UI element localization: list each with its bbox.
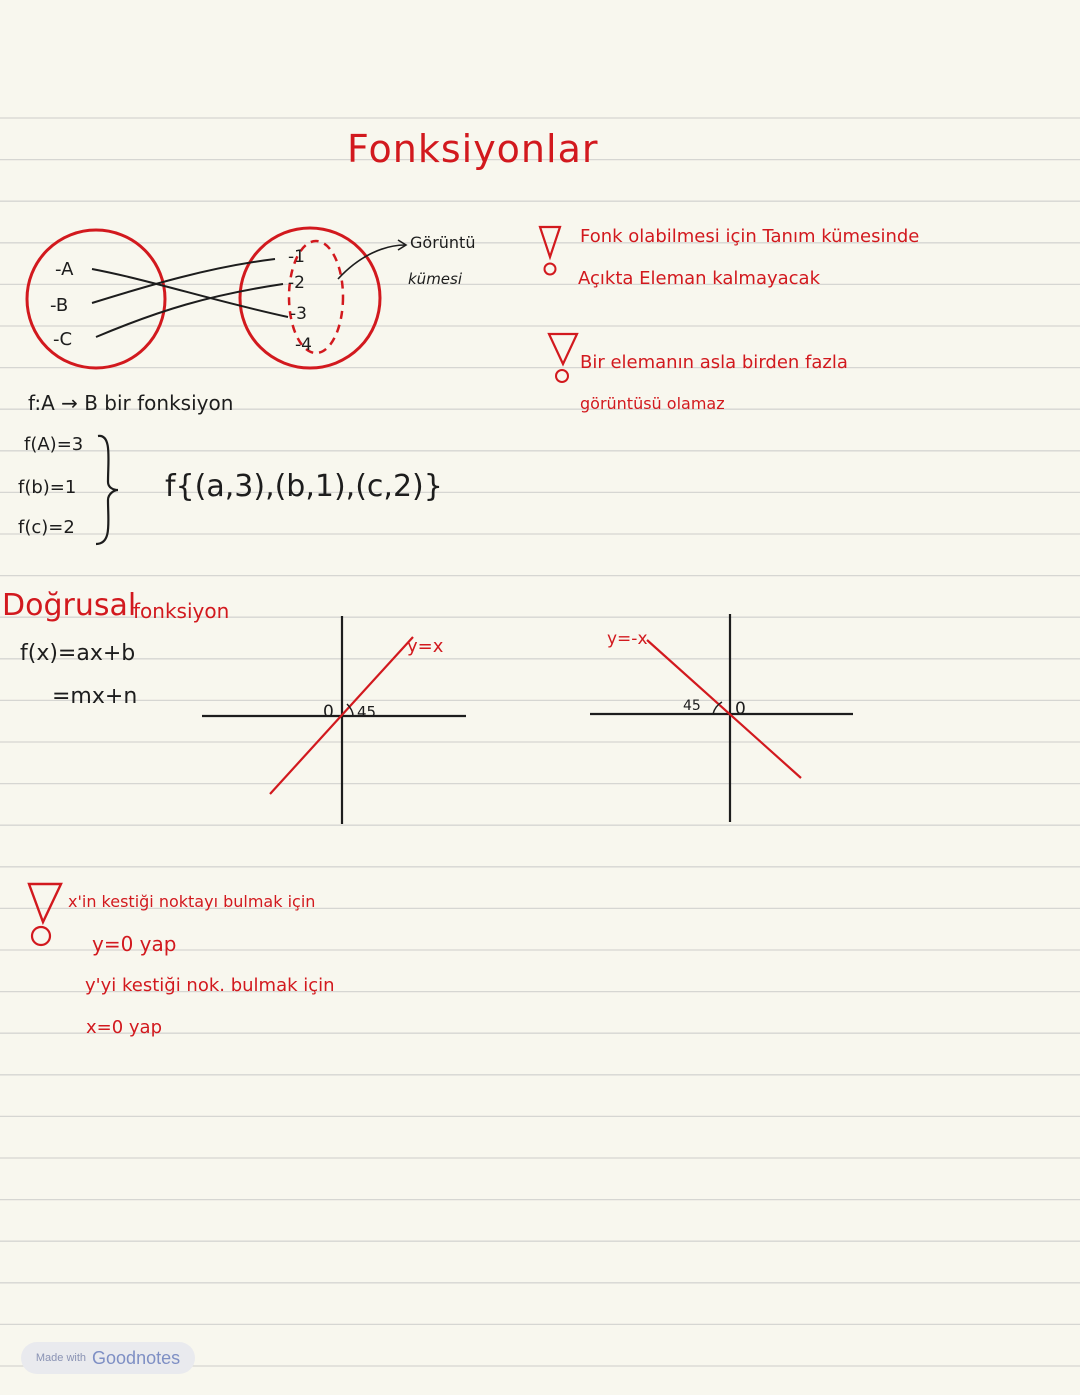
graph-y-equals-minus-x [585,610,865,830]
domain-element-c: -C [53,329,73,350]
codomain-element-3: -3 [290,304,307,324]
rule2-line1: Bir elemanın asla birden fazla [580,352,848,373]
graph2-line [647,640,801,778]
graph1-line-label: y=x [407,636,444,657]
image-label-line1: Görüntü [410,233,476,252]
page-title: Fonksiyonlar [347,127,599,171]
domain-set-circle [27,230,165,368]
function-value-b: f(b)=1 [18,477,77,498]
note-line4: x=0 yap [86,1017,163,1038]
rule2-line2: görüntüsü olamaz [580,394,725,413]
linear-heading-sub: fonksiyon [133,599,230,623]
domain-element-a: -A [55,259,74,280]
domain-element-b: -B [50,295,69,316]
graph1-origin-label: 0 [323,702,334,722]
warning-icon-2 [545,328,581,388]
codomain-element-1: -1 [288,247,305,267]
linear-heading-main: Doğrusal [2,588,137,623]
function-statement: f:A → B bir fonksiyon [28,391,234,415]
graph2-origin-label: 0 [735,699,746,719]
note-line2: y=0 yap [92,932,177,956]
function-set-notation: f{(a,3),(b,1),(c,2)} [165,469,443,504]
graph2-line-label: y=-x [607,629,648,649]
rule1-line1: Fonk olabilmesi için Tanım kümesinde [580,226,920,247]
image-label-line2: kümesi [408,270,463,288]
note-line1: x'in kestiği noktayı bulmak için [68,892,316,911]
warning-icon-3 [25,878,67,950]
graph-y-equals-x [195,610,475,830]
codomain-element-4: -4 [295,335,312,355]
note-line3: y'yi kestiği nok. bulmak için [85,975,335,996]
function-value-c: f(c)=2 [18,517,75,538]
linear-formula-2: =mx+n [52,684,138,709]
goodnotes-brand: Goodnotes [92,1347,181,1368]
rule1-line2: Açıkta Eleman kalmayacak [578,268,821,289]
linear-formula-1: f(x)=ax+b [20,641,136,666]
made-with-goodnotes-badge [21,1342,195,1374]
graph2-angle-label: 45 [683,698,701,714]
warning-icon-1 [535,222,565,282]
codomain-element-2: -2 [288,273,305,293]
made-with-label: Made with [35,1352,87,1364]
graph1-angle-label: 45 [357,703,377,721]
function-value-a: f(A)=3 [24,434,84,455]
right-brace [92,430,122,550]
